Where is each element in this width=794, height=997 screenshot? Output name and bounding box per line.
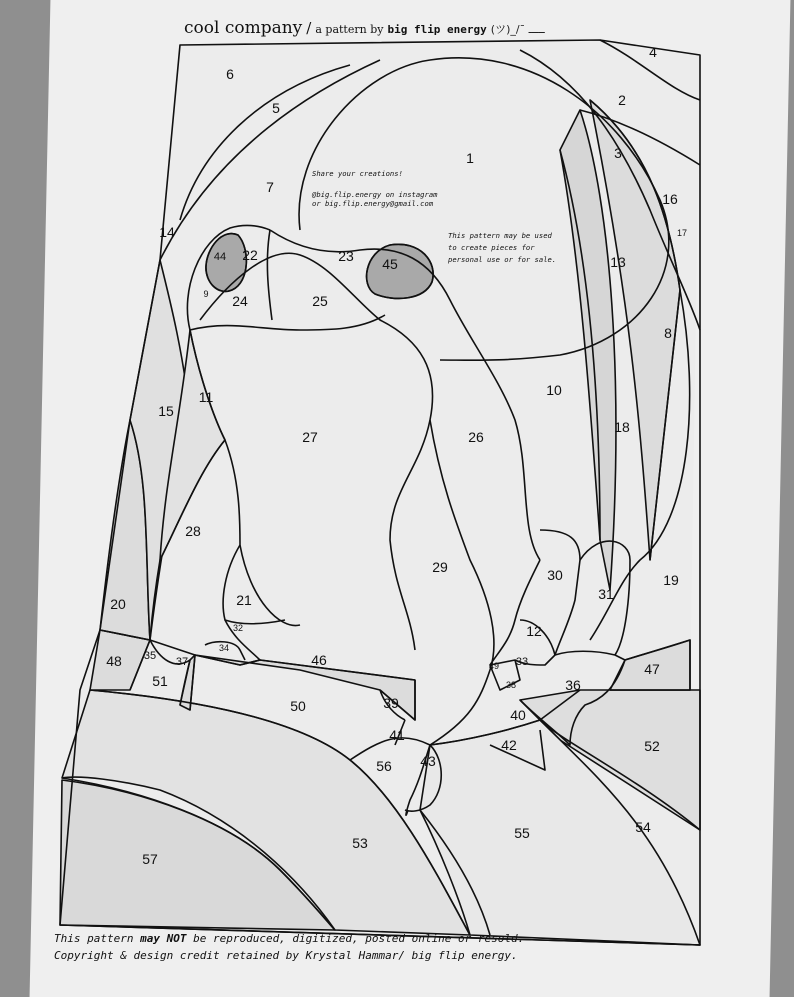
piece-number: 4 (649, 44, 657, 60)
piece-number: 9 (203, 289, 209, 299)
piece-number: 7 (266, 179, 274, 195)
piece-number: 26 (468, 429, 484, 445)
byline: a pattern by (315, 23, 384, 36)
piece-number: 8 (664, 325, 672, 341)
piece-number: 5 (272, 100, 280, 116)
piece-number: 49 (488, 661, 500, 671)
header-slash: / (306, 19, 312, 37)
usage-note-1: This pattern may be used (448, 231, 552, 240)
piece-number: 30 (547, 567, 563, 583)
piece-number: 1 (466, 150, 474, 166)
piece-number: 32 (232, 623, 244, 633)
piece-number: 54 (635, 819, 651, 835)
piece-number: 6 (226, 66, 234, 82)
piece-number: 37 (175, 656, 189, 668)
piece-number: 53 (352, 835, 368, 851)
piece-number: 18 (614, 419, 630, 435)
usage-note-3: personal use or for sale. (448, 255, 557, 264)
author-name: big flip energy (387, 23, 487, 36)
copyright-footer (54, 930, 694, 964)
piece-number: 42 (501, 737, 517, 753)
piece-number: 22 (242, 247, 258, 263)
piece-number: 39 (383, 695, 399, 711)
piece-number: 36 (565, 677, 581, 693)
footer-line-1-end: be reproduced, digitized, posted online or resold. (193, 932, 525, 945)
piece-number: 52 (644, 738, 660, 754)
piece-number: 12 (526, 623, 542, 639)
piece-number: 33 (515, 656, 529, 668)
piece-number: 16 (662, 191, 678, 207)
piece-number: 48 (106, 653, 122, 669)
piece-number: 46 (311, 652, 327, 668)
shrug-emoticon: (ツ)_/¯ ـــــ (490, 23, 545, 36)
piece-number: 15 (158, 403, 174, 419)
piece-number: 21 (236, 592, 252, 608)
piece-number: 44 (213, 251, 227, 263)
piece-number: 55 (514, 825, 530, 841)
footer-line-1 (54, 930, 694, 947)
piece-number: 14 (159, 224, 175, 240)
piece-number: 10 (546, 382, 562, 398)
share-note: Share your creations! (312, 169, 403, 178)
piece-number: 27 (302, 429, 318, 445)
piece-number: 41 (389, 727, 405, 743)
piece-number: 35 (143, 650, 157, 662)
piece-number: 17 (676, 228, 688, 238)
piece-number: 43 (420, 753, 436, 769)
piece-number: 45 (382, 256, 398, 272)
piece-number: 2 (618, 92, 626, 108)
piece-number: 50 (290, 698, 306, 714)
piece-number: 29 (432, 559, 448, 575)
piece-number: 51 (152, 673, 168, 689)
piece-number: 31 (598, 586, 614, 602)
footer-line-2: Copyright & design credit retained by Krystal Hammar/ big flip energy. (54, 949, 518, 962)
piece-number: 20 (110, 596, 126, 612)
footer-line-1-emphasis: may NOT (140, 932, 187, 945)
instagram-note: @big.flip.energy on instagram (312, 190, 438, 199)
piece-number: 13 (610, 254, 626, 270)
piece-number: 23 (338, 248, 354, 264)
piece-number: 40 (510, 707, 526, 723)
piece-number: 28 (185, 523, 201, 539)
piece-number: 34 (218, 643, 230, 653)
brand-name: cool company (184, 18, 303, 38)
piece-number: 3 (614, 145, 622, 161)
piece-number: 38 (505, 680, 517, 690)
piece-number: 56 (376, 758, 392, 774)
footer-line-1-start: This pattern (54, 932, 134, 945)
piece-number: 11 (198, 389, 214, 405)
piece-number: 19 (663, 572, 679, 588)
piece-number: 25 (312, 293, 328, 309)
email-note: or big.flip.energy@gmail.com (312, 199, 434, 208)
piece-number: 47 (644, 661, 660, 677)
piece-number: 57 (142, 851, 158, 867)
usage-note-2: to create pieces for (448, 243, 535, 252)
piece-number: 24 (232, 293, 248, 309)
